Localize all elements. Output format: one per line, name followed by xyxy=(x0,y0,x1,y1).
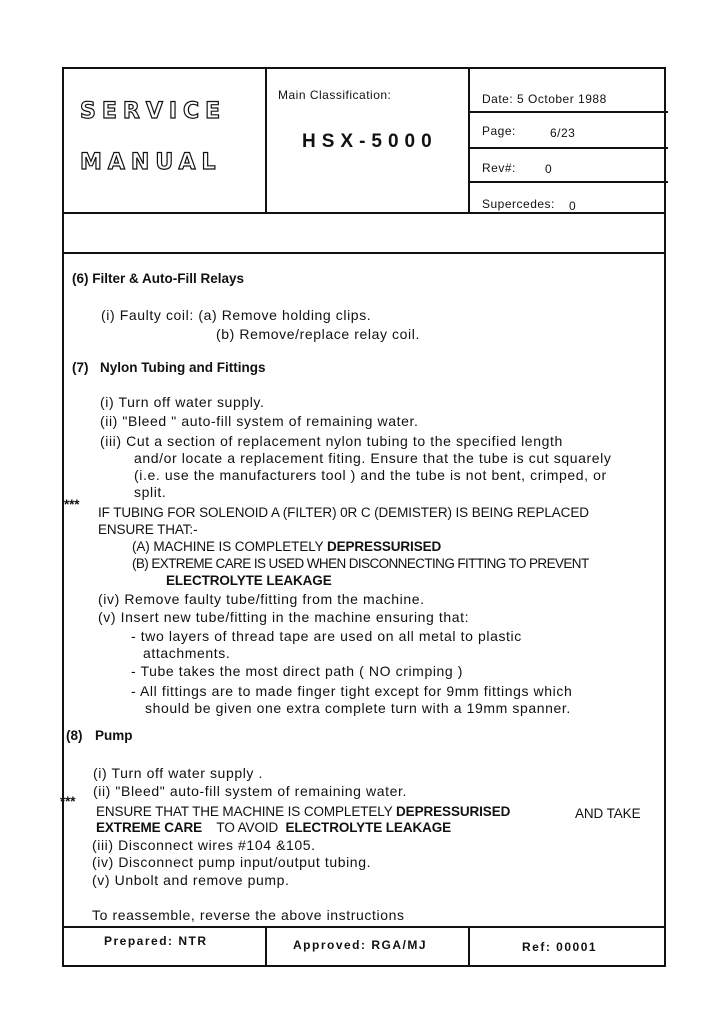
date-row-divider xyxy=(468,111,668,113)
section-7-dash-3-line-2: should be given one extra complete turn with a 19mm spanner. xyxy=(145,700,571,716)
section-8-step-iv: (iv) Disconnect pump input/output tubing. xyxy=(92,854,372,870)
section-8-title: Pump xyxy=(95,728,133,743)
section-7-dash-1-line-2: attachments. xyxy=(143,645,231,661)
page-row-divider xyxy=(468,147,668,149)
section-7-dash-2: - Tube takes the most direct path ( NO crimping ) xyxy=(131,663,464,679)
footer-top-line xyxy=(64,926,664,928)
section-8-warning-line-1 xyxy=(96,804,510,819)
rev-row-divider xyxy=(468,181,668,183)
section-6-line-1: (i) Faulty coil: (a) Remove holding clips. xyxy=(101,307,372,323)
section-7-warning-a-text: (A) MACHINE IS COMPLETELY xyxy=(132,539,327,554)
section-7-step-iii-2: and/or locate a replacement fiting. Ensure that the tube is cut squarely xyxy=(134,450,612,466)
section-8-warning-bold: DEPRESSURISED xyxy=(396,804,511,819)
supercedes-label: Supercedes: xyxy=(482,197,555,211)
section-7-step-v: (v) Insert new tube/fitting in the machine ensuring that: xyxy=(98,609,470,625)
section-8-warning-text: ENSURE THAT THE MACHINE IS COMPLETELY xyxy=(96,804,397,819)
section-7-warning-b-bold: ELECTROLYTE LEAKAGE xyxy=(166,573,332,588)
page-value: 6/23 xyxy=(550,126,576,140)
section-7-step-iv: (iv) Remove faulty tube/fitting from the machine. xyxy=(98,591,425,607)
rev-value: 0 xyxy=(545,162,553,176)
page-label: Page: xyxy=(482,124,516,138)
section-7-number: (7) xyxy=(72,360,89,375)
section-8-electrolyte: ELECTROLYTE LEAKAGE xyxy=(285,820,452,835)
section-8-step-iii: (iii) Disconnect wires #104 &105. xyxy=(92,837,316,853)
section-7-step-iii-3: (i.e. use the manufacturers tool ) and the tube is not bent, crimped, or xyxy=(134,467,607,483)
section-7-step-ii: (ii) "Bleed " auto-fill system of remaining water. xyxy=(100,413,419,429)
section-7-step-iii-1: (iii) Cut a section of replacement nylon tubing to the specified length xyxy=(100,433,563,449)
section-8-number: (8) xyxy=(66,728,83,743)
footer-divider-1 xyxy=(265,926,267,967)
title-line-2: MANUAL xyxy=(80,150,222,175)
footer-divider-2 xyxy=(468,926,470,967)
band-bottom-line xyxy=(64,252,664,254)
section-7-step-iii-4: split. xyxy=(134,484,167,500)
section-8-warning-stars: *** xyxy=(60,794,76,809)
section-7-warning-line-1: IF TUBING FOR SOLENOID A (FILTER) 0R C (DEMISTER) IS BEING REPLACED xyxy=(98,505,589,520)
section-8-to-avoid: TO AVOID xyxy=(216,820,279,835)
section-7-title: Nylon Tubing and Fittings xyxy=(100,360,266,375)
header-divider-1 xyxy=(265,69,267,214)
section-6-line-2: (b) Remove/replace relay coil. xyxy=(216,326,420,342)
reference-number: Ref: 00001 xyxy=(522,940,598,954)
section-8-warning-line-2 xyxy=(96,820,451,835)
section-7-step-i: (i) Turn off water supply. xyxy=(100,394,265,410)
prepared-by: Prepared: NTR xyxy=(104,934,208,948)
section-7-warning-stars: *** xyxy=(64,497,80,512)
section-7-warning-a-bold: DEPRESSURISED xyxy=(326,539,442,554)
supercedes-value: 0 xyxy=(569,199,577,213)
approved-by: Approved: RGA/MJ xyxy=(293,938,428,952)
model-number: HSX-5000 xyxy=(302,131,438,152)
classification-label: Main Classification: xyxy=(278,88,392,102)
section-8-step-i: (i) Turn off water supply . xyxy=(93,765,264,781)
section-8-step-ii: (ii) "Bleed" auto-fill system of remaining water. xyxy=(93,783,408,799)
section-7-dash-3-line-1: - All fittings are to made finger tight except for 9mm fittings which xyxy=(131,683,573,699)
section-8-warning-and-take: AND TAKE xyxy=(575,806,641,821)
rev-label: Rev#: xyxy=(482,161,516,175)
section-8-step-v: (v) Unbolt and remove pump. xyxy=(92,872,290,888)
section-7-warning-b: (B) EXTREME CARE IS USED WHEN DISCONNECTING FITTING TO PREVENT xyxy=(132,556,589,571)
header-divider-2 xyxy=(468,69,470,214)
section-8-extreme-care: EXTREME CARE xyxy=(96,820,203,835)
date-field: Date: 5 October 1988 xyxy=(482,92,607,106)
reassemble-note: To reassemble, reverse the above instructions xyxy=(92,907,405,923)
section-6-heading: (6) Filter & Auto-Fill Relays xyxy=(72,271,245,286)
title-line-1: SERVICE xyxy=(80,99,227,124)
section-7-warning-a xyxy=(132,539,441,554)
section-7-warning-line-2: ENSURE THAT:- xyxy=(98,522,198,537)
section-7-dash-1-line-1: - two layers of thread tape are used on all metal to plastic xyxy=(131,628,522,644)
